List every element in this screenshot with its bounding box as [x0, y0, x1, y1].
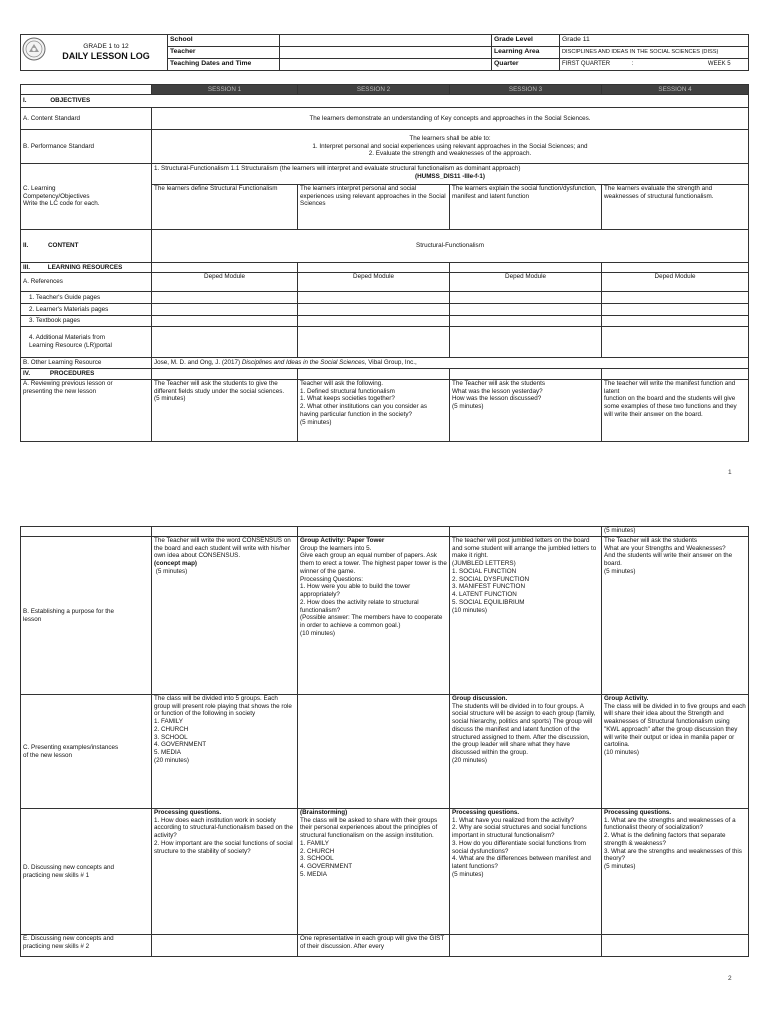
performance-standard-text: The learners shall be able to: 1. Interpret personal and social experiences using relevant approaches in the Social Sciences; and 2. Evaluate the strength and weaknesses of the approach.: [152, 130, 749, 164]
discuss-1-s3-text: 1. What have you realized from the activity? 2. Why are social structures and social functions important in structural functionalism? 3. How do you differentiate social functions from social dysfunctions? 4. What are the differences between manifest and latent functions? (5 minutes): [452, 816, 591, 878]
learning-competency-heading: [152, 164, 749, 185]
purpose-session-3: The teacher will post jumbled letters on the board and some student will arrange the jumbled letters to make it right. (JUMBLED LETTERS) 1. SOCIAL FUNCTION 2. SOCIAL DYSFUNCTION 3. MANIFEST FUNCTION 4. LATENT FUNCTION 5. SOCIAL EQUILIBRIUM (10 minutes): [450, 537, 602, 695]
teachers-guide-label: 1. Teacher's Guide pages: [21, 292, 152, 304]
discuss-2-session-2: One representative in each group will give the GIST of their discussion. After every: [298, 935, 450, 957]
examples-session-2: [298, 695, 450, 809]
additional-materials-row: [21, 327, 749, 358]
purpose-session-1: [152, 537, 298, 695]
references-label: A. References: [21, 273, 152, 292]
content-standard-label: A. Content Standard: [21, 108, 152, 130]
discuss-2-row: [21, 935, 749, 957]
quarter-separator: :: [631, 60, 634, 67]
lc-line: 1. Structural-Functionalism 1.1 Structuralism (the learners will interpret and evaluate structural functionalism as dominant approach): [154, 165, 521, 172]
purpose-label: B. Establishing a purpose for the lesson: [21, 537, 152, 695]
purpose-s1-end: (5 minutes): [154, 567, 188, 575]
learning-resources-heading: [21, 263, 152, 273]
lc-session-3: The learners explain the social function/dysfunction, manifest and latent function: [450, 185, 602, 230]
dates-label: Teaching Dates and Time: [168, 59, 280, 71]
performance-standard-label: B. Performance Standard: [21, 130, 152, 164]
session-4-header: SESSION 4: [602, 85, 749, 95]
content-num: II.: [23, 242, 29, 250]
blank-header-cell: [21, 85, 152, 95]
lc-code: (HUMSS_DIS11 -IIIe-f-1): [415, 172, 485, 180]
examples-s4-text: The class will be divided in to five groups and each will share their idea about the Strength and weaknesses of Structural functionalism using "KWL approach" after the group discussion they will write their output or idea in manila paper or cartolina. (10 minutes): [604, 702, 746, 757]
purpose-s2-text: Group the learners into 5. Give each group an equal number of papers. Ask them to erect a tower. The highest paper tower is the winner of the game. Processing Questions: 1. How were you able to build the tower appropriately? 2. How does the activity relate to structural functionalism? (Possible answer: The members have to cooperate in order to achieve a common goal.) (10 minutes): [300, 544, 447, 637]
learning-area-label: Learning Area: [492, 47, 560, 59]
purpose-s1-text: The Teacher will write the word CONSENSUS on the board and each student will write with his/her own idea about CONSENSUS.: [154, 537, 291, 560]
procedures-title: PROCEDURES: [49, 370, 95, 378]
page-number-1: 1: [728, 469, 732, 476]
purpose-s1-bold: (concept map): [154, 560, 198, 568]
content-standard-text: The learners demonstrate an understanding of Key concepts and approaches in the Social Sciences.: [152, 108, 749, 130]
learning-area-value: DISCIPLINES AND IDEAS IN THE SOCIAL SCIENCES (DISS): [560, 47, 749, 59]
examples-session-4: [602, 695, 749, 809]
procedures-num: IV.: [23, 370, 31, 378]
learners-materials-label: 2. Learner's Materials pages: [21, 304, 152, 316]
other-resource-text: [152, 358, 749, 369]
discuss-1-s2-text: The class will be asked to share with their groups their personal experiences about the principles of structural functionalism on the assign institution. 1. FAMILY 2. CHURCH 3. SCHOOL 4. GOVERNMENT 5. MEDIA: [300, 816, 438, 878]
other-resource-label: B. Other Learning Resource: [21, 358, 152, 369]
discuss-1-session-4: [602, 809, 749, 935]
discuss-1-s1-title: Processing questions.: [154, 809, 222, 816]
header-title-cell: [21, 35, 168, 71]
review-session-1: The Teacher will ask the students to give the different fields study under the social sciences. (5 minutes): [152, 380, 298, 442]
content-heading: [21, 230, 152, 263]
discuss-1-label: D. Discussing new concepts and practicing new skills # 1: [21, 809, 152, 935]
review-session-3: The Teacher will ask the students What was the lesson yesterday? How was the lesson discussed? (5 minutes): [450, 380, 602, 442]
examples-label: C. Presenting examples/instances of the new lesson: [21, 695, 152, 809]
purpose-s2-title: Group Activity: Paper Tower: [300, 537, 385, 544]
grade-level-value: Grade 11: [560, 35, 749, 47]
session-3-header: SESSION 3: [450, 85, 602, 95]
session-2-header: SESSION 2: [298, 85, 450, 95]
dates-value: [280, 59, 492, 71]
additional-materials-label: 4. Additional Materials from Learning Resource (LR)portal: [21, 327, 152, 358]
school-label: School: [168, 35, 280, 47]
daily-lesson-log-title: DAILY LESSON LOG: [62, 51, 150, 62]
lesson-table-page-1: [20, 84, 749, 442]
examples-s3-text: The students will be divided in to four groups. A social structure will be assign to each group (family, social hierarchy, politics and sports) The group will discuss the manifest and latent function of the structured assigned to them. After the discussion, the group leader will share what they have discussed within the group. (20 minutes): [452, 702, 596, 764]
week-value: WEEK 5: [691, 59, 749, 71]
learning-competency-label: C. Learning Competency/Objectives Write the LC code for each.: [21, 164, 152, 230]
session-1-header: SESSION 1: [152, 85, 298, 95]
teachers-guide-row: [21, 292, 749, 304]
procedures-heading: [21, 369, 152, 380]
other-resource-publisher: , Vibal Group, Inc.,: [364, 359, 417, 367]
quarter-text: FIRST QUARTER: [562, 60, 611, 67]
header-table: [20, 34, 749, 71]
review-label: A. Reviewing previous lesson or presenting the new lesson: [21, 380, 152, 442]
teacher-label: Teacher: [168, 47, 280, 59]
content-standard-row: [21, 108, 749, 130]
discuss-1-s4-title: Processing questions.: [604, 809, 672, 816]
objectives-title: OBJECTIVES: [50, 97, 91, 105]
page-1: [0, 0, 768, 490]
review-row: [21, 380, 749, 442]
objectives-num: I.: [23, 97, 27, 105]
discuss-2-label: E. Discussing new concepts and practicing new skills # 2: [21, 935, 152, 957]
page-number-2: 2: [728, 975, 732, 982]
discuss-1-session-2: [298, 809, 450, 935]
lesson-table-page-2: [20, 526, 749, 957]
lc-session-1: The learners define Structural Functionalism: [152, 185, 298, 230]
carry-over-row: [21, 527, 749, 537]
sessions-header-row: [21, 85, 749, 95]
objectives-heading: [21, 95, 749, 108]
references-session-1: Deped Module: [152, 273, 298, 292]
content-title: CONTENT: [48, 242, 79, 250]
review-session-4: The teacher will write the manifest function and latent function on the board and the students will give some examples of these two functions and they will write their answer on the board.: [602, 380, 749, 442]
school-value: [280, 35, 492, 47]
textbook-row: [21, 316, 749, 327]
discuss-1-s4-text: 1. What are the strengths and weaknesses of a functionalist theory of socialization? 2. What is the defining factors that separate strength & weakness? 3. What are the strengths and weaknesses of this theory? (5 minutes): [604, 816, 742, 871]
carry-over-text: (5 minutes): [602, 527, 749, 537]
purpose-session-2: [298, 537, 450, 695]
review-session-2: Teacher will ask the following. 1. Defined structural functionalism 1. What keeps societies together? 2. What other institutions can you consider as having particular function in the society? (5 minutes): [298, 380, 450, 442]
other-resource-book-title: Disciplines and Ideas in the Social Sciences: [241, 359, 365, 367]
procedures-row: [21, 369, 749, 380]
examples-row: [21, 695, 749, 809]
resources-title: LEARNING RESOURCES: [47, 263, 123, 271]
discuss-1-s3-title: Processing questions.: [452, 809, 520, 816]
lc-session-4: The learners evaluate the strength and weaknesses of structural functionalism.: [602, 185, 749, 230]
discuss-1-session-3: [450, 809, 602, 935]
discuss-1-session-1: [152, 809, 298, 935]
performance-standard-row: [21, 130, 749, 164]
other-resource-authors: Jose, M. D. and Ong, J. (2017): [154, 359, 242, 367]
objectives-row: [21, 95, 749, 108]
learning-resources-row: [21, 263, 749, 273]
examples-session-3: [450, 695, 602, 809]
learners-materials-row: [21, 304, 749, 316]
discuss-1-s1-text: 1. How does each institution work in society according to structural-functionalism based on the activity? 2. How important are the social functions of social structure to the stability of society?: [154, 816, 293, 855]
references-session-3: Deped Module: [450, 273, 602, 292]
examples-s3-title: Group discussion.: [452, 695, 508, 702]
references-session-2: Deped Module: [298, 273, 450, 292]
purpose-row: [21, 537, 749, 695]
references-row: [21, 273, 749, 292]
quarter-label: Quarter: [492, 59, 560, 71]
references-session-4: Deped Module: [602, 273, 749, 292]
lc-session-2: The learners interpret personal and social experiences using relevant approaches in the Social Sciences: [298, 185, 450, 230]
learning-competency-row: [21, 164, 749, 185]
examples-session-1: The class will be divided into 5 groups. Each group will present role playing that shows the role or function of the following in society 1. FAMILY 2. CHURCH 3. SCHOOL 4. GOVERNMENT 5. MEDIA (20 minutes): [152, 695, 298, 809]
other-resource-row: [21, 358, 749, 369]
grade-range: GRADE 1 to 12: [83, 42, 129, 50]
discuss-1-s2-title: (Brainstorming): [300, 809, 348, 816]
grade-level-label: Grade Level: [492, 35, 560, 47]
quarter-value: [560, 59, 691, 71]
discuss-1-row: [21, 809, 749, 935]
textbook-label: 3. Textbook pages: [21, 316, 152, 327]
content-row: [21, 230, 749, 263]
page-2: [0, 490, 768, 1024]
content-text: Structural-Functionalism: [152, 230, 749, 263]
examples-s4-title: Group Activity.: [604, 695, 649, 702]
resources-num: III.: [23, 263, 30, 271]
teacher-value: [280, 47, 492, 59]
purpose-session-4: The Teacher will ask the students What are your Strengths and Weaknesses? And the students will write their answer on the board. (5 minutes): [602, 537, 749, 695]
